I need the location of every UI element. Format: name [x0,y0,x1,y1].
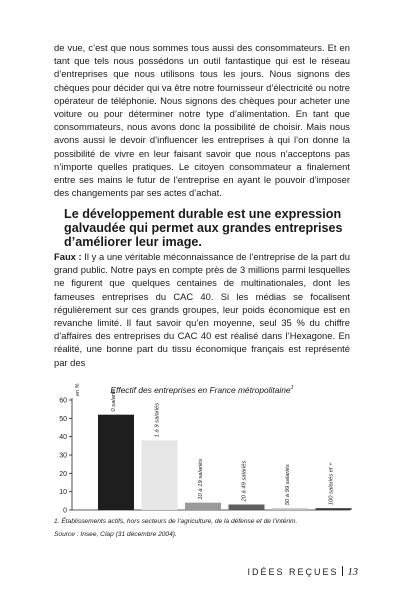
bar-category-label: 0 salarié [111,389,117,412]
chart-title [54,385,350,395]
paragraph-lead-word: Faux : [54,251,82,262]
bar-category-label: 10 à 19 salariés [198,458,204,500]
body-paragraph-1: de vue, c’est que nous sommes tous aussi des consommateurs. Et en tant que tels nous possédons un outil fantastique qui est le réseau d’entreprises que nous utilisons tous les jours. Nous signons des chèques pour décider qui va être notre fournisseur d’électricité ou notre opérateur de téléphonie. Nous signons des chèques pour acheter une voiture ou pour déterminer notre type d’alimentation. En tant que consommateurs, nous avons donc la possibilité de choisir. Mais nous avons aussi le devoir d’influencer les entreprises à qui l’on donne la possibilité de vivre en leur faisant savoir que nous n’acceptons pas n’importe quelles pratiques. Le citoyen consommateur a finalement entre ses mains le futur de l’entreprise en ayant le pouvoir d’imposer des changements par ses actes d’achat. [54,42,351,199]
y-tick-label: 40 [59,434,67,442]
bar [98,415,134,510]
footer-book-title: IDÉES REÇUES [247,567,339,577]
chart-footnote: 1. Établissements actifs, hors secteurs de l’agriculture, de la défense et de l’intérim. [54,518,298,525]
paragraph-2-text: Il y a une véritable méconnaissance de l’entreprise de la part du grand public. Notre pays en compte près de 3 millions parmi lesquelles ne figurent que quelques centaines de multinationales, dont les fameuses entreprises du CAC 40. Si les médias se focalisent régulièrement sur ces grands groupes, leur poids économique est en revanche limité. Il faut savoir qu’en moyenne, seul 35 % du chiffre d’affaires des entreprises du CAC 40 est réalisé dans l’Hexagone. En réalité, une bonne part du tissu économique français est représenté par des [54,251,350,368]
bar [142,440,178,510]
footer-separator [342,566,343,576]
bar [185,503,221,510]
body-paragraph-2 [54,250,350,369]
chart-title-text: Effectif des entreprises en France métropolitaine [110,385,291,395]
chart-source: Source : Insee, Clap (31 décembre 2004). [54,531,177,538]
y-tick-label: 10 [59,489,67,497]
bar-category-label: 50 à 99 salariés [285,464,291,506]
bar [316,508,352,510]
page-number: 13 [347,567,358,578]
bar-category-label: 1 à 9 salariés [154,402,161,438]
y-tick-label: 60 [59,397,67,405]
y-tick-label: 50 [59,415,67,423]
page-footer [247,566,358,578]
y-tick-label: 20 [59,470,67,478]
y-axis-label: en % [75,383,81,396]
chart-title-note: 1 [290,385,294,392]
bar-category-label: 100 salariés et + [328,462,335,506]
bar [272,508,308,510]
bar [229,505,265,511]
bar-category-label: 20 à 49 salariés [241,460,248,502]
y-tick-label: 30 [59,452,67,460]
section-heading: Le développement durable est une expression galvaudée qui permet aux grandes entreprises d’améliorer leur image. [64,207,343,249]
y-tick-label: 0 [63,507,67,515]
